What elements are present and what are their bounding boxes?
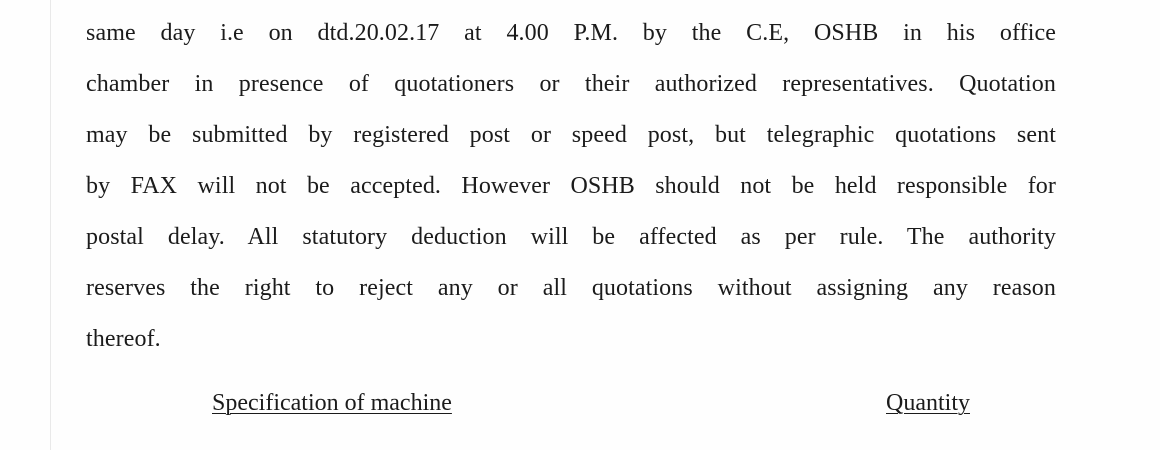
- paragraph-line-5: postal delay. All statutory deduction will be affected as per rule. The authority: [86, 224, 1056, 250]
- paragraph-line-1: same day i.e on dtd.20.02.17 at 4.00 P.M. by the C.E, OSHB in his office: [86, 20, 1056, 46]
- paragraph-line-4: by FAX will not be accepted. However OSHB should not be held responsible for: [86, 173, 1056, 199]
- paragraph-line-2: chamber in presence of quotationers or their authorized representatives. Quotation: [86, 71, 1056, 97]
- paragraph-line-6: reserves the right to reject any or all quotations without assigning any reason: [86, 275, 1056, 301]
- paragraph-line-3: may be submitted by registered post or speed post, but telegraphic quotations sent: [86, 122, 1056, 148]
- page-margin-line: [50, 0, 51, 450]
- paragraph-line-7: thereof.: [86, 326, 161, 352]
- quantity-heading: Quantity: [886, 390, 970, 416]
- specification-heading: Specification of machine: [212, 390, 452, 416]
- notice-paragraph: [86, 8, 1056, 365]
